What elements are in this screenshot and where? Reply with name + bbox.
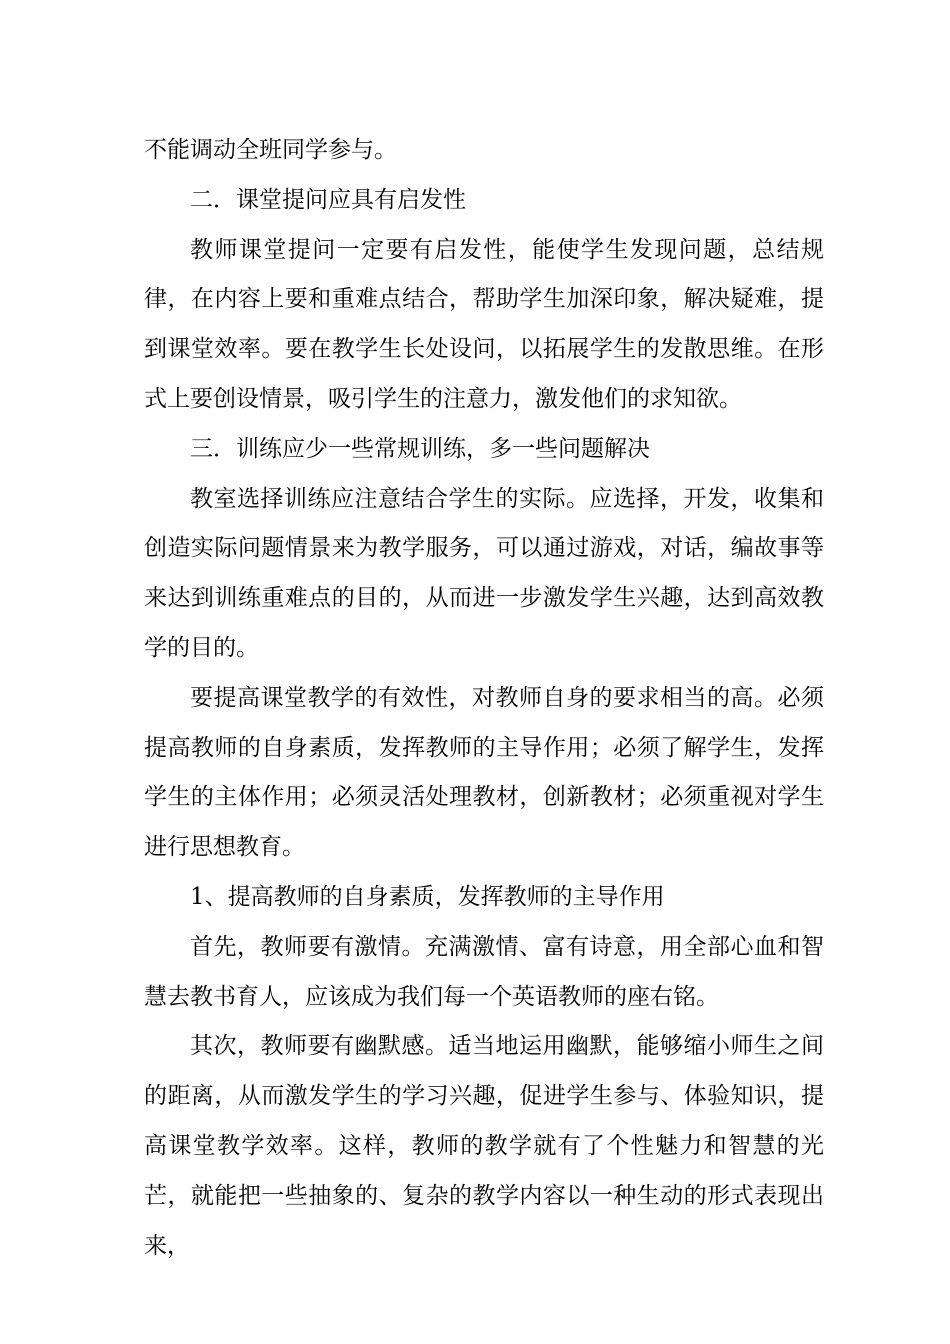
paragraph-8: 首先，教师要有激情。充满激情、富有诗意，用全部心血和智慧去教书育人，应该成为我们每一个英语教师的座右铭。 bbox=[144, 933, 824, 1010]
section-heading-2: 二．课堂提问应具有启发性 bbox=[190, 186, 466, 213]
paragraph-6: 要提高课堂教学的有效性，对教师自身的要求相当的高。必须提高教师的自身素质，发挥教师的主导作用；必须了解学生，发挥学生的主体作用；必须灵活处理教材，创新教材；必须重视对学生进行思想教育。 bbox=[144, 684, 824, 861]
section-heading-4: 三．训练应少一些常规训练，多一些问题解决 bbox=[190, 435, 650, 462]
subheading-7: 1、提高教师的自身素质，发挥教师的主导作用 bbox=[190, 883, 665, 910]
paragraph-9: 其次，教师要有幽默感。适当地运用幽默，能够缩小师生之间的距离，从而激发学生的学习兴趣，促进学生参与、体验知识，提高课堂教学效率。这样，教师的教学就有了个性魅力和智慧的光芒，就能把一些抽象的、复杂的教学内容以一种生动的形式表现出来， bbox=[144, 1033, 824, 1259]
document-body bbox=[144, 126, 824, 1271]
paragraph-5: 教室选择训练应注意结合学生的实际。应选择，开发，收集和创造实际问题情景来为教学服务，可以通过游戏，对话，编故事等来达到训练重难点的目的，从而进一步激发学生兴趣，达到高效教学的目的。 bbox=[144, 485, 824, 661]
paragraph-1: 不能调动全班同学参与。 bbox=[144, 137, 397, 163]
paragraph-3: 教师课堂提问一定要有启发性，能使学生发现问题，总结规律，在内容上要和重难点结合，帮助学生加深印象，解决疑难，提到课堂效率。要在教学生长处设问，以拓展学生的发散思维。在形式上要创设情景，吸引学生的注意力，激发他们的求知欲。 bbox=[144, 236, 824, 412]
